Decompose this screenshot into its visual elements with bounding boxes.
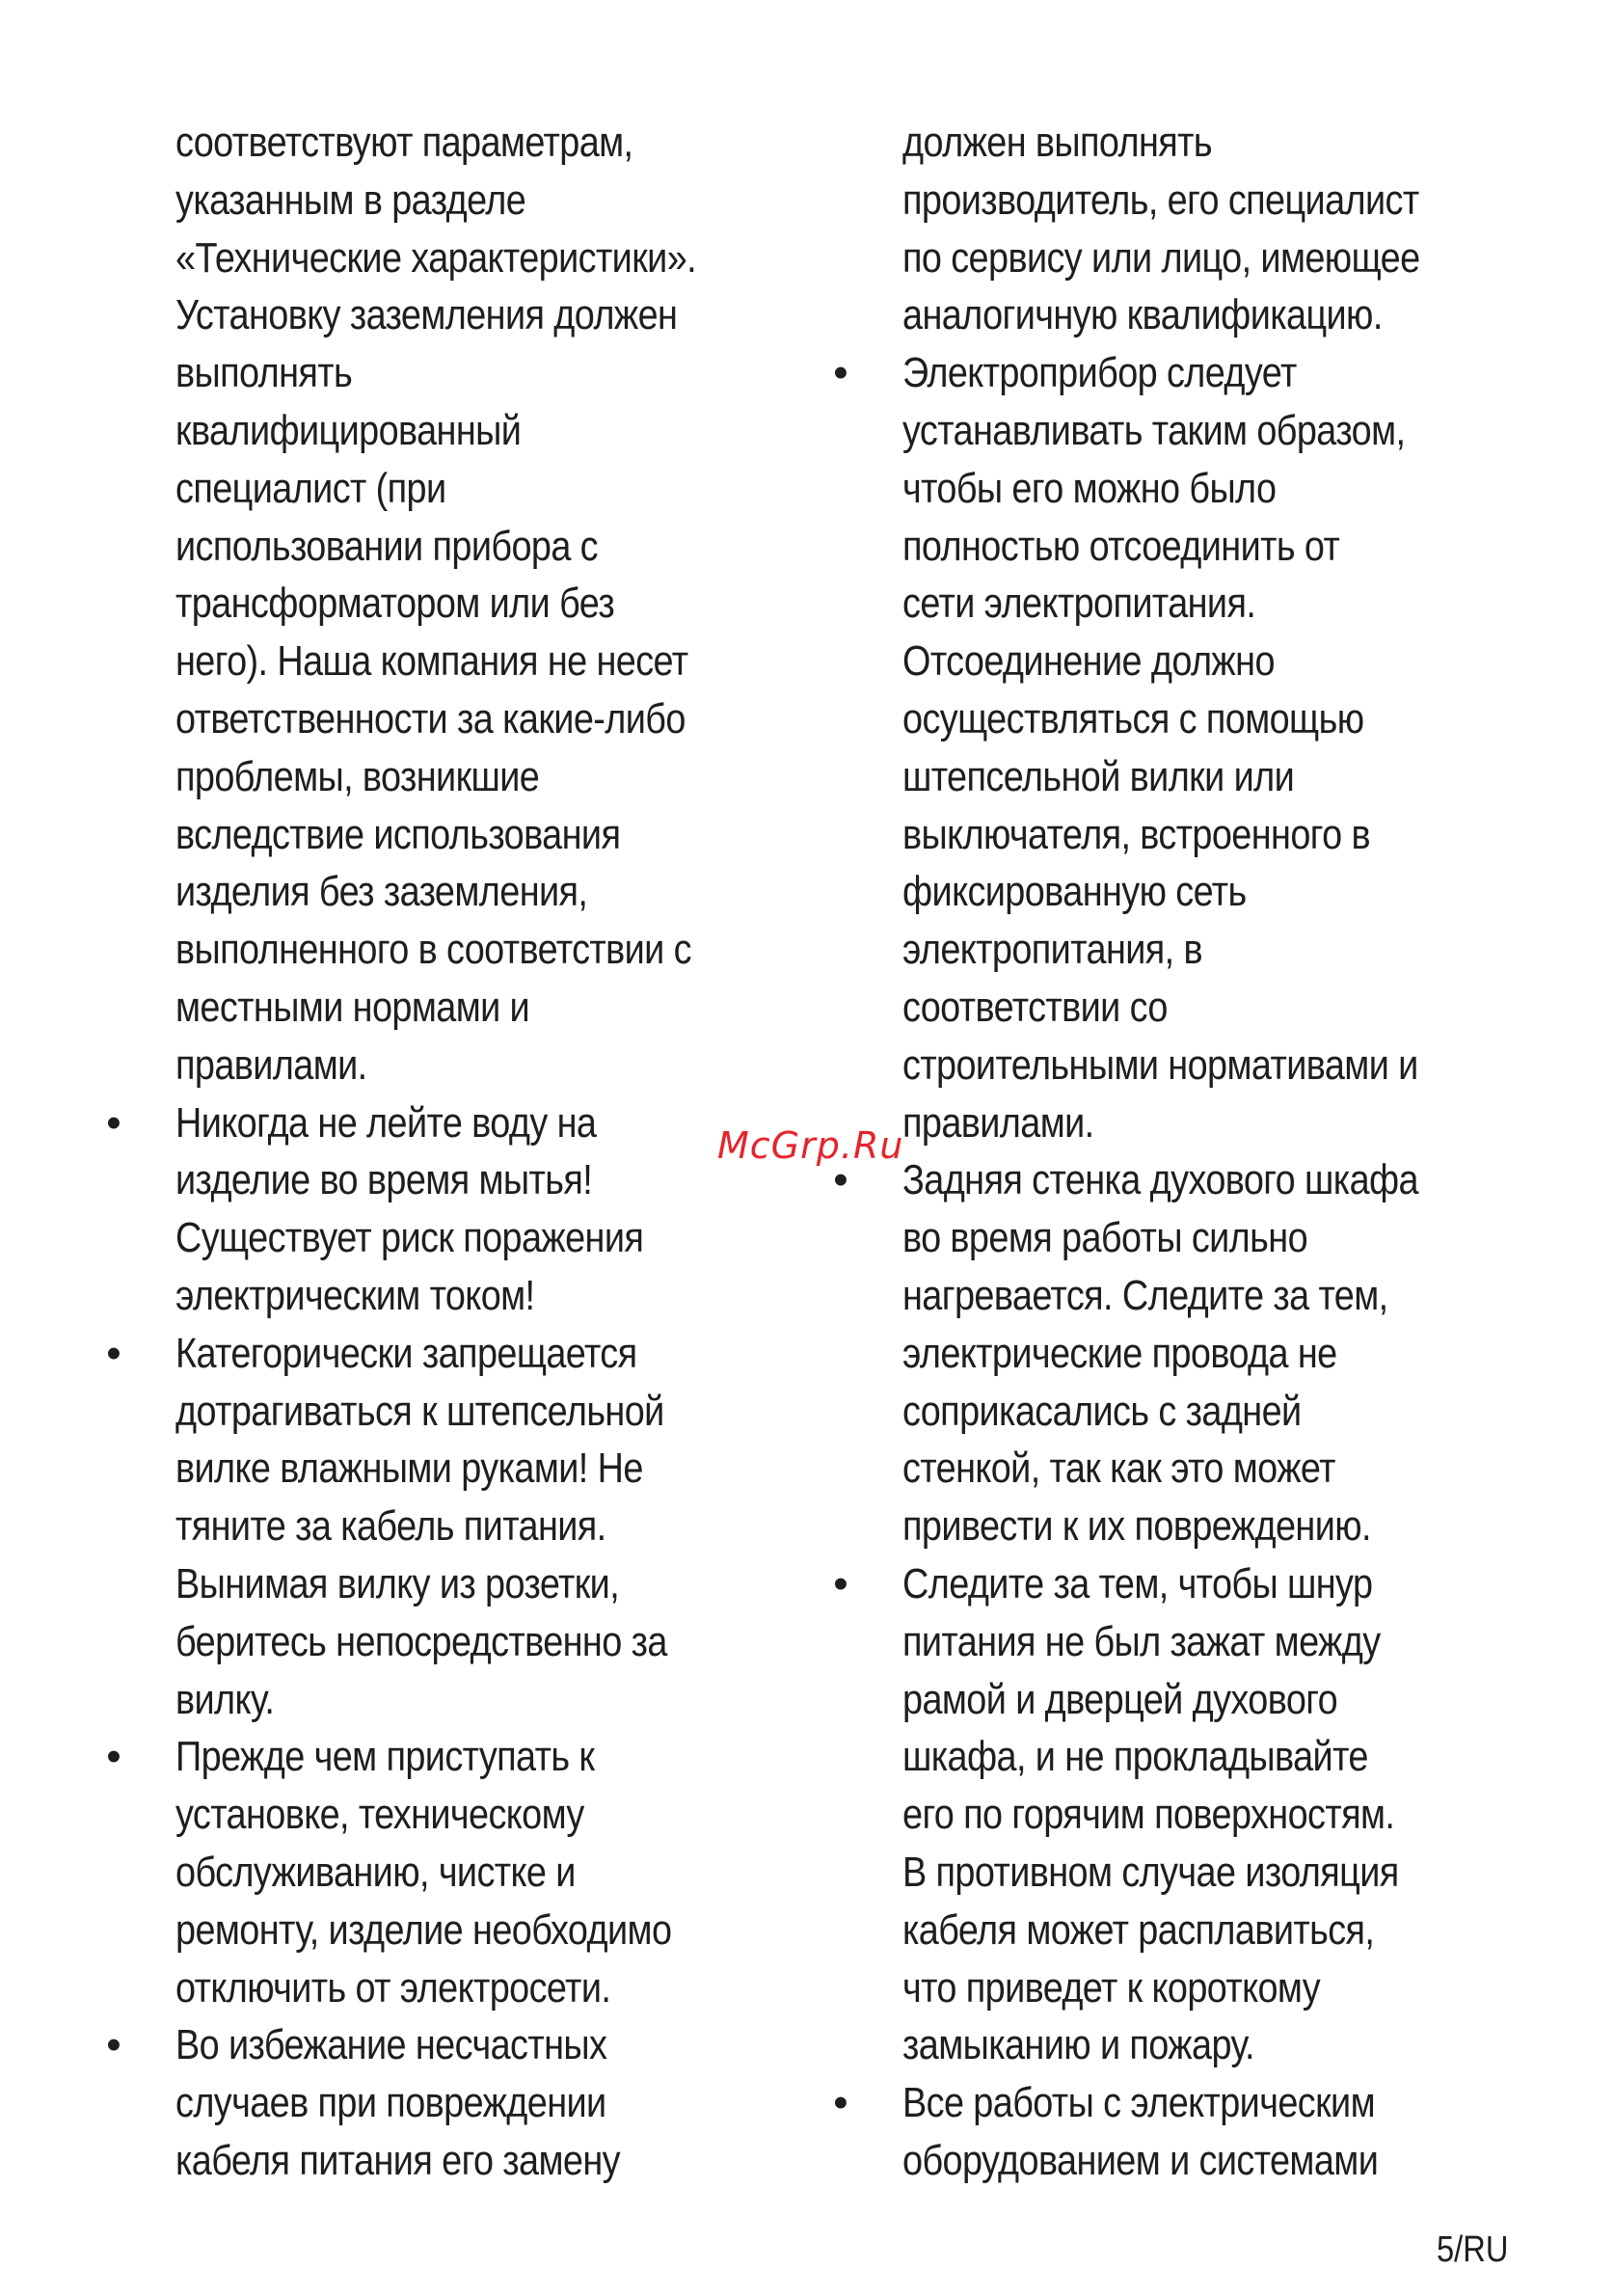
text-line: специалист (при [175,464,446,512]
text-line: изделия без заземления, [175,868,588,916]
text-line: привести к их повреждению. [902,1502,1371,1551]
text-line: вилке влажными руками! Не [175,1445,643,1493]
text-line: аналогичную квалификацию. [902,291,1383,339]
bullet-icon: • [106,1329,121,1377]
text-line: ответственности за какие-либо [175,694,686,743]
bullet-item [104,1325,818,1729]
text-line: его по горячим поверхностям. [902,1791,1395,1839]
bullet-icon: • [833,349,848,397]
text-line: выключателя, встроенного в [902,810,1371,858]
bullet-item [104,1728,818,2016]
text-line: устанавливать таким образом, [902,406,1406,454]
right-column [831,114,1545,2190]
text-line: Вынимая вилку из розетки, [175,1559,620,1607]
text-line: правилами. [175,1040,367,1089]
text-line: установке, техническому [175,1791,584,1839]
text-line: использовании прибора с [175,522,599,570]
bullet-icon: • [106,1733,121,1781]
text-line: электрическим током! [175,1271,535,1319]
text-line: нагревается. Следите за тем, [902,1271,1388,1319]
text-line: отключить от электросети. [175,1963,611,2012]
watermark-text[interactable]: McGrp.Ru [717,1124,904,1167]
text-line: обслуживанию, чистке и [175,1848,576,1896]
text-line: оборудованием и системами [902,2136,1379,2184]
text-line: штепсельной вилки или [902,752,1295,800]
text-line: Установку заземления должен [175,291,678,339]
text-line: чтобы его можно было [902,464,1277,512]
text-line: выполненного в соответствии с [175,926,691,974]
text-line: Следите за тем, чтобы шнур [902,1559,1373,1607]
text-line: Существует риск поражения [175,1214,644,1262]
text-line: Электроприбор следует [902,349,1297,397]
text-line: Все работы с электрическим [902,2079,1375,2127]
text-line: местными нормами и [175,983,530,1031]
text-line: указанным в разделе [175,176,526,224]
text-line: во время работы сильно [902,1214,1308,1262]
continuation-paragraph [104,114,818,1094]
text-line: Отсоединение должно [902,637,1275,686]
text-line: шкафа, и не прокладывайте [902,1733,1368,1781]
text-line: Во избежание несчастных [175,2021,607,2069]
text-line: вследствие использования [175,810,621,858]
text-line: беритесь непосредственно за [175,1617,667,1665]
text-line: стенкой, так как это может [902,1445,1335,1493]
text-line: «Технические характеристики». [175,233,697,282]
text-line: дотрагиваться к штепсельной [175,1387,664,1435]
text-line: производитель, его специалист [902,176,1419,224]
text-line: рамой и дверцей духового [902,1675,1338,1723]
bullet-item [831,1151,1545,1555]
text-line: Категорически запрещается [175,1329,637,1377]
left-column [104,114,818,2190]
text-line: электропитания, в [902,926,1203,974]
text-line: фиксированную сеть [902,868,1247,916]
text-line: вилку. [175,1675,275,1723]
text-line: строительными нормативами и [902,1040,1418,1089]
text-line: по сервису или лицо, имеющее [902,233,1420,282]
text-line: Прежде чем приступать к [175,1733,595,1781]
bullet-item [831,344,1545,1151]
text-line: осуществляться с помощью [902,694,1364,743]
text-line: ремонту, изделие необходимо [175,1905,672,1954]
text-line: кабеля может расплавиться, [902,1905,1375,1954]
text-line: изделие во время мытья! [175,1156,593,1204]
text-line: него). Наша компания не несет [175,637,688,686]
text-line: кабеля питания его замену [175,2136,620,2184]
text-line: что приведет к короткому [902,1963,1321,2012]
text-line: Задняя стенка духового шкафа [902,1156,1418,1204]
text-line: В противном случае изоляция [902,1848,1399,1896]
bullet-icon: • [833,1559,848,1607]
bullet-icon: • [106,2021,121,2069]
text-line: тяните за кабель питания. [175,1502,606,1551]
bullet-item [831,2074,1545,2190]
text-line: электрические провода не [902,1329,1337,1377]
text-line: сети электропитания. [902,580,1256,628]
text-line: случаев при повреждении [175,2079,606,2127]
text-line: правилами. [902,1098,1094,1147]
text-line: полностью отсоединить от [902,522,1340,570]
text-line: Никогда не лейте воду на [175,1098,597,1147]
bullet-item [104,2016,818,2189]
text-line: соответствии со [902,983,1168,1031]
bullet-icon: • [833,2079,848,2127]
text-line: соответствуют параметрам, [175,119,633,166]
bullet-icon: • [106,1098,121,1147]
text-line: выполнять [175,349,353,397]
text-line: должен выполнять [902,119,1213,166]
text-line: квалифицированный [175,406,522,454]
bullet-icon: • [833,1156,848,1204]
continuation-paragraph [831,114,1545,344]
text-line: трансформатором или без [175,580,615,628]
text-line: проблемы, возникшие [175,752,540,800]
text-line: замыканию и пожару. [902,2021,1254,2069]
page-number: 5/RU [1437,2229,1509,2270]
text-line: соприкасались с задней [902,1387,1302,1435]
text-line: питания не был зажат между [902,1617,1381,1665]
bullet-item [831,1555,1545,2074]
bullet-item [104,1094,818,1325]
